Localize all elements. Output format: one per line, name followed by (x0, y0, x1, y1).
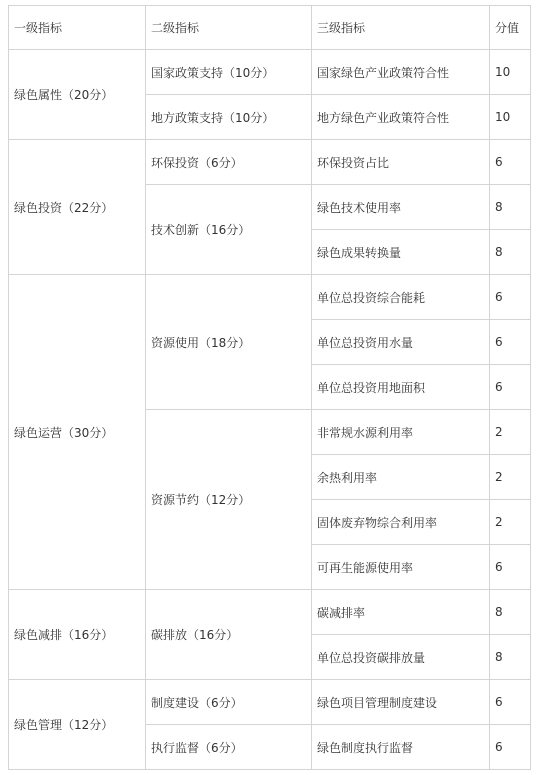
score-cell: 6 (490, 140, 531, 185)
level3-cell: 单位总投资综合能耗 (312, 275, 490, 320)
level3-cell: 固体废弃物综合利用率 (312, 500, 490, 545)
header-row (9, 6, 531, 50)
header-score: 分值 (490, 6, 531, 50)
level3-cell: 非常规水源利用率 (312, 410, 490, 455)
score-cell: 2 (490, 410, 531, 455)
level2-cell: 制度建设（6分） (146, 680, 312, 725)
level1-cell: 绿色运营（30分） (9, 275, 146, 590)
level1-cell: 绿色减排（16分） (9, 590, 146, 680)
score-cell: 6 (490, 725, 531, 770)
score-cell: 2 (490, 455, 531, 500)
level2-cell: 地方政策支持（10分） (146, 95, 312, 140)
level3-cell: 余热利用率 (312, 455, 490, 500)
score-cell: 6 (490, 680, 531, 725)
level3-cell: 单位总投资碳排放量 (312, 635, 490, 680)
level3-cell: 地方绿色产业政策符合性 (312, 95, 490, 140)
table-row (9, 50, 531, 95)
score-cell: 8 (490, 590, 531, 635)
score-cell: 8 (490, 635, 531, 680)
level3-cell: 可再生能源使用率 (312, 545, 490, 590)
score-cell: 10 (490, 50, 531, 95)
header-level1: 一级指标 (9, 6, 146, 50)
score-cell: 6 (490, 275, 531, 320)
score-cell: 6 (490, 545, 531, 590)
level3-cell: 绿色项目管理制度建设 (312, 680, 490, 725)
level2-cell: 资源使用（18分） (146, 275, 312, 410)
level1-cell: 绿色属性（20分） (9, 50, 146, 140)
level3-cell: 绿色技术使用率 (312, 185, 490, 230)
table-row (9, 140, 531, 185)
score-cell: 10 (490, 95, 531, 140)
level2-cell: 环保投资（6分） (146, 140, 312, 185)
level3-cell: 环保投资占比 (312, 140, 490, 185)
score-cell: 8 (490, 230, 531, 275)
level1-cell: 绿色投资（22分） (9, 140, 146, 275)
level2-cell: 技术创新（16分） (146, 185, 312, 275)
level3-cell: 国家绿色产业政策符合性 (312, 50, 490, 95)
score-cell: 2 (490, 500, 531, 545)
level3-cell: 单位总投资用水量 (312, 320, 490, 365)
level2-cell: 国家政策支持（10分） (146, 50, 312, 95)
indicator-table (8, 5, 531, 770)
score-cell: 6 (490, 320, 531, 365)
level3-cell: 碳减排率 (312, 590, 490, 635)
level2-cell: 碳排放（16分） (146, 590, 312, 680)
header-level2: 二级指标 (146, 6, 312, 50)
level2-cell: 资源节约（12分） (146, 410, 312, 590)
score-cell: 6 (490, 365, 531, 410)
level3-cell: 绿色成果转换量 (312, 230, 490, 275)
level3-cell: 绿色制度执行监督 (312, 725, 490, 770)
table-row (9, 590, 531, 635)
level1-cell: 绿色管理（12分） (9, 680, 146, 770)
table-row (9, 275, 531, 320)
table-row (9, 680, 531, 725)
level2-cell: 执行监督（6分） (146, 725, 312, 770)
score-cell: 8 (490, 185, 531, 230)
header-level3: 三级指标 (312, 6, 490, 50)
level3-cell: 单位总投资用地面积 (312, 365, 490, 410)
